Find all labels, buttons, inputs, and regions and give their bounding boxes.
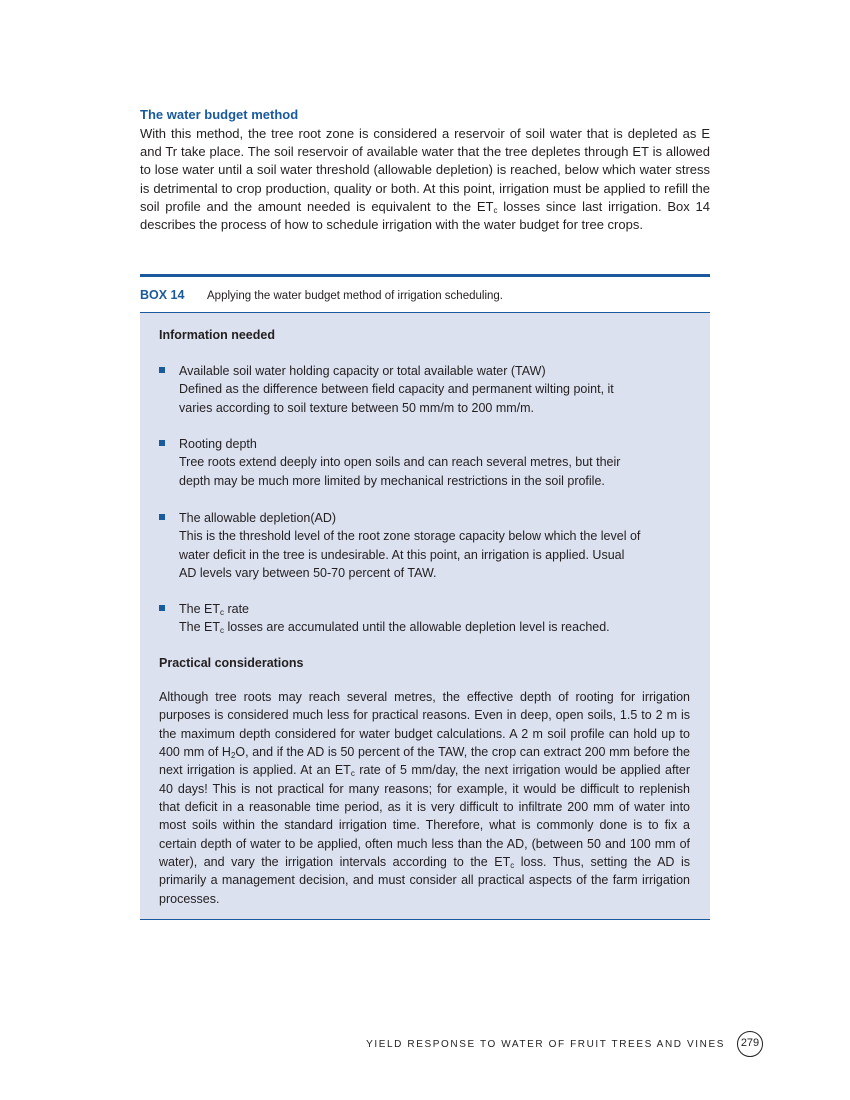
list-item-line: The $ET_c$ losses are accumulated until the allowable depletion level is reached. [179,620,610,636]
list-item-line: water deficit in the tree is undesirable. At this point, an irrigation is applied. Usual [179,547,625,562]
section-title: The water budget method [140,107,299,122]
box-caption: Applying the water budget method of irrigation scheduling. [207,290,503,302]
box-header [140,277,710,313]
bullet-square-icon [159,605,165,611]
list-item-line: depth may be much more limited by mechanical restrictions in the soil profile. [179,473,605,488]
list-item [159,600,689,637]
list-item-line: This is the threshold level of the root zone storage capacity below which the level of [179,529,641,544]
box-body [140,313,710,920]
practical-paragraph: Although tree roots may reach several metres, the effective depth of rooting for irrigation purposes is considered much less for practical reasons. Even in deep, open soils, 1.5 to 2 m is the maximum depth considered for water budget calculations. A 2 m soil profile can hold up to 400 mm of $H_2O$, and if the AD is 50 percent of the TAW, the crop can extract 200 mm before the next irrigation is applied. At an $ET_c$ rate of 5 mm/day, the next irrigation would be applied after 40 days! This is not practical for many reasons; for example, it would be difficult to replenish that deficit in a reasonable time period, as it is very difficult to infiltrate 200 mm of water into most soils within the standard irrigation time. Therefore, what is commonly done is to fix a certain depth of water to be applied, often much less than the AD, (between 50 and 100 mm of water), and vary the irrigation intervals according to the $ET_c$ loss. Thus, setting the AD is primarily a management decision, and must consider all practical aspects of the farm irrigation processes. [159,690,691,906]
box-label: BOX 14 [140,288,185,302]
list-item-title: The allowable depletion(AD) [179,511,337,525]
list-item [159,362,689,417]
list-item-title: Available soil water holding capacity or total available water (TAW) [179,364,546,378]
list-item-line: AD levels vary between 50-70 percent of TAW. [179,566,437,581]
practical-considerations-heading: Practical considerations [159,656,304,670]
list-item-line: Tree roots extend deeply into open soils and can reach several metres, but their [179,455,621,470]
bullet-square-icon [159,514,165,520]
list-item-title: Rooting depth [179,437,257,451]
list-item-title: The $ET_c$ rate [179,602,250,617]
page-number: 279 [737,1031,763,1057]
info-needed-heading: Information needed [159,328,275,342]
list-item [159,435,689,490]
list-item-line: varies according to soil texture between 50 mm/m to 200 mm/m. [179,400,535,415]
bullet-square-icon [159,440,165,446]
intro-paragraph: With this method, the tree root zone is considered a reservoir of soil water that is depleted as E and Tr take place. The soil reservoir of available water that the tree depletes through ET is allowed to lose water until a soil water threshold (allowable depletion) is reached, below which water stress is detrimental to crop production, quality or both. At this point, irrigation must be applied to refill the soil profile and the amount needed is equivalent to the $ET_c$ losses since last irrigation. Box 14 describes the process of how to schedule irrigation with the water budget for tree crops. [140,126,710,233]
list-item [159,509,689,583]
bullet-square-icon [159,367,165,373]
list-item-line: Defined as the difference between field capacity and permanent wilting point, it [179,382,614,397]
running-footer: YIELD RESPONSE TO WATER OF FRUIT TREES AND VINES [366,1039,725,1050]
